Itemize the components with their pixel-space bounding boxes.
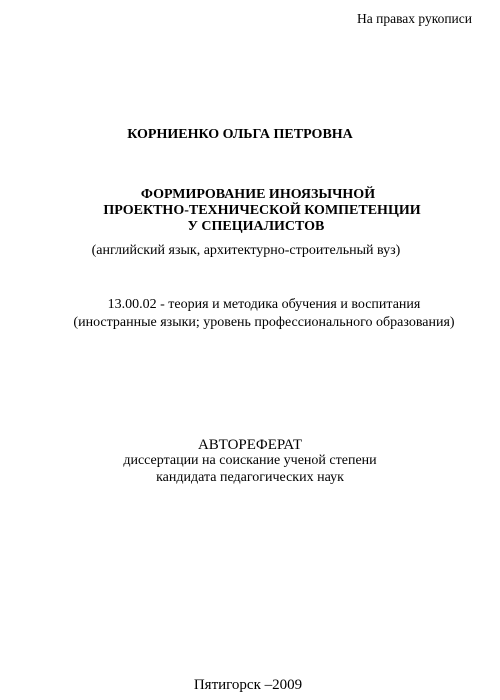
abstract-line-1: диссертации на соискание ученой степени xyxy=(123,453,377,468)
abstract-line-2: кандидата педагогических наук xyxy=(156,470,344,485)
author-name: КОРНИЕНКО ОЛЬГА ПЕТРОВНА xyxy=(127,127,353,142)
rights-notice: На правах рукописи xyxy=(356,11,472,26)
abstract-heading: АВТОРЕФЕРАТ xyxy=(197,437,303,453)
title-line-1: ФОРМИРОВАНИЕ ИНОЯЗЫЧНОЙ xyxy=(140,187,376,202)
title-qualifier: (английский язык, архитектурно-строительный вуз) xyxy=(91,243,401,258)
specialty-details: (иностранные языки; уровень профессионального образования) xyxy=(73,315,455,330)
specialty-code: 13.00.02 - теория и методика обучения и воспитания xyxy=(107,297,421,312)
title-line-2: ПРОЕКТНО-ТЕХНИЧЕСКОЙ КОМПЕТЕНЦИИ xyxy=(103,203,421,218)
place-year: Пятигорск –2009 xyxy=(193,677,303,693)
title-line-3: У СПЕЦИАЛИСТОВ xyxy=(187,219,325,234)
